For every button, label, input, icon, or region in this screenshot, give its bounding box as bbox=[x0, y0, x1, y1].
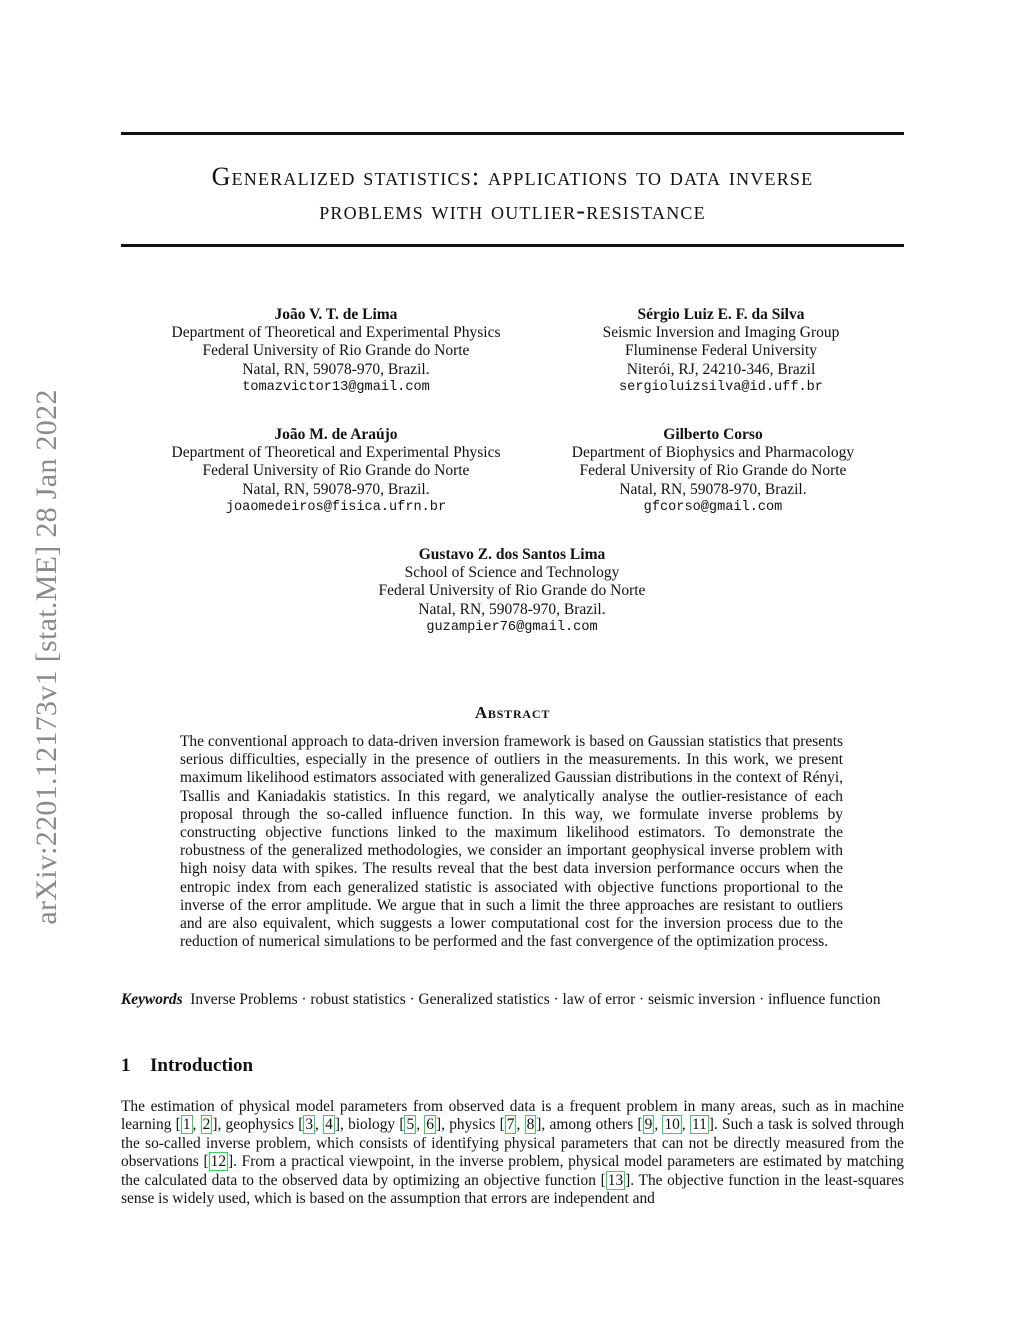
intro-paragraph bbox=[121, 1098, 904, 1208]
citation-link[interactable]: 5 bbox=[406, 1116, 415, 1134]
citation-link[interactable]: 2 bbox=[202, 1116, 211, 1134]
intro-text: ]. The objective function in the least-squares sense is widely used, which is based on the assumption that errors are independent and bbox=[121, 1171, 904, 1208]
author-email[interactable]: joaomedeiros@fisica.ufrn.br bbox=[225, 499, 447, 515]
author-block bbox=[545, 306, 897, 397]
section-title: Introduction bbox=[150, 1055, 254, 1076]
keywords-label: Keywords bbox=[121, 991, 183, 1008]
citation-separator: , bbox=[681, 1116, 690, 1134]
citation-separator: , bbox=[654, 1116, 663, 1134]
paper-title bbox=[121, 160, 904, 228]
intro-text: The estimation of physical model parameters from observed data is a frequent problem in many areas, such as in machine learning [ bbox=[121, 1098, 904, 1134]
citation-separator: , bbox=[516, 1116, 525, 1134]
intro-text: ], among others [ bbox=[536, 1116, 643, 1134]
author-address: Natal, RN, 59078-970, Brazil. bbox=[418, 600, 606, 618]
citation-separator: , bbox=[315, 1116, 324, 1134]
citation-link[interactable]: 11 bbox=[691, 1116, 707, 1134]
citation-link[interactable]: 13 bbox=[607, 1171, 624, 1189]
citation-link[interactable]: 10 bbox=[664, 1116, 680, 1134]
author-address: Natal, RN, 59078-970, Brazil. bbox=[242, 360, 430, 378]
citation-link[interactable]: 1 bbox=[182, 1116, 191, 1134]
author-email[interactable]: gfcorso@gmail.com bbox=[643, 499, 783, 515]
intro-text: ]. Such a task is solved through the so-called inverse problem, which consists of identifying physical parameters that can not be directly measured from the observations [ bbox=[121, 1116, 905, 1171]
author-affiliation: Seismic Inversion and Imaging Group bbox=[602, 324, 840, 342]
keywords bbox=[121, 991, 904, 1009]
author-email[interactable]: sergioluizsilva@id.uff.br bbox=[619, 379, 823, 395]
citation-separator: , bbox=[192, 1116, 201, 1134]
author-block bbox=[160, 426, 512, 517]
title-rule-top bbox=[121, 132, 904, 135]
author-name: João V. T. de Lima bbox=[274, 306, 398, 323]
author-name: Gilberto Corso bbox=[663, 426, 763, 443]
citation-link[interactable]: 7 bbox=[506, 1116, 515, 1134]
title-rule-bottom bbox=[121, 244, 904, 247]
keywords-text: Inverse Problems · robust statistics · Generalized statistics · law of error · seismic inversion · influence function bbox=[190, 991, 881, 1008]
author-email[interactable]: guzampier76@gmail.com bbox=[426, 619, 598, 635]
citation-link[interactable]: 3 bbox=[305, 1116, 314, 1134]
intro-text: ], physics [ bbox=[436, 1116, 505, 1134]
author-institution: Federal University of Rio Grande do Norte bbox=[202, 462, 470, 480]
section-number: 1 bbox=[121, 1055, 131, 1076]
author-address: Natal, RN, 59078-970, Brazil. bbox=[619, 480, 807, 498]
abstract-body: The conventional approach to data-driven inversion framework is based on Gaussian statistics that presents serious difficulties, especially in the presence of outliers in the measurements. In this work, we present maximum likelihood estimators associated with generalized Gaussian distributions in the context of Rényi, Tsallis and Kaniadakis statistics. In this regard, we analytically analyse the outlier-resistance of each proposal through the so-called influence function. In this way, we formulate inverse problems by constructing objective functions linked to the maximum likelihood estimators. To demonstrate the robustness of the generalized methodologies, we consider an important geophysical inverse problem with high noisy data with spikes. The results reveal that the best data inversion performance occurs when the entropic index from each generalized statistic is associated with objective functions proportional to the inverse of the error amplitude. We argue that in such a limit the three approaches are resistant to outliers and are also equivalent, which suggests a lower computational cost for the inversion process due to the reduction of numerical simulations to be performed and the fast convergence of the optimization process. bbox=[180, 733, 843, 951]
author-address: Natal, RN, 59078-970, Brazil. bbox=[242, 480, 430, 498]
section-heading bbox=[121, 1055, 253, 1077]
author-affiliation: Department of Theoretical and Experimental Physics bbox=[171, 324, 501, 342]
author-affiliation: Department of Theoretical and Experimental Physics bbox=[171, 444, 501, 462]
author-block bbox=[336, 546, 688, 637]
citation-link[interactable]: 12 bbox=[210, 1153, 227, 1171]
author-name: João M. de Araújo bbox=[274, 426, 398, 443]
title-line-1: Generalized statistics: applications to data inverse bbox=[211, 162, 814, 191]
author-block bbox=[160, 306, 512, 397]
author-institution: Federal University of Rio Grande do Norte bbox=[202, 342, 470, 360]
author-name: Gustavo Z. dos Santos Lima bbox=[418, 546, 606, 563]
citation-link[interactable]: 9 bbox=[644, 1116, 653, 1134]
abstract-heading: Abstract bbox=[474, 703, 551, 722]
author-institution: Fluminense Federal University bbox=[625, 342, 817, 360]
title-line-2: problems with outlier-resistance bbox=[319, 196, 706, 225]
arxiv-side-stamp: arXiv:2201.12173v1 [stat.ME] 28 Jan 2022 bbox=[30, 389, 63, 925]
author-name: Sérgio Luiz E. F. da Silva bbox=[637, 306, 805, 323]
citation-link[interactable]: 6 bbox=[426, 1116, 434, 1134]
intro-text: ], geophysics [ bbox=[212, 1116, 304, 1134]
citation-link[interactable]: 8 bbox=[526, 1116, 535, 1134]
author-institution: Federal University of Rio Grande do Norte bbox=[378, 582, 646, 600]
citation-link[interactable]: 4 bbox=[325, 1116, 333, 1134]
author-affiliation: School of Science and Technology bbox=[404, 564, 620, 582]
author-institution: Federal University of Rio Grande do Norte bbox=[579, 462, 847, 480]
author-email[interactable]: tomazvictor13@gmail.com bbox=[242, 379, 430, 395]
author-block bbox=[537, 426, 889, 517]
author-affiliation: Department of Biophysics and Pharmacology bbox=[571, 444, 855, 462]
intro-text: ], biology [ bbox=[334, 1116, 405, 1134]
citation-separator: , bbox=[416, 1116, 425, 1134]
author-address: Niterói, RJ, 24210-346, Brazil bbox=[626, 360, 816, 378]
intro-text: ]. From a practical viewpoint, in the inverse problem, physical model parameters are estimated by matching the calculated data to the observed data by optimizing an objective function [ bbox=[121, 1153, 904, 1189]
